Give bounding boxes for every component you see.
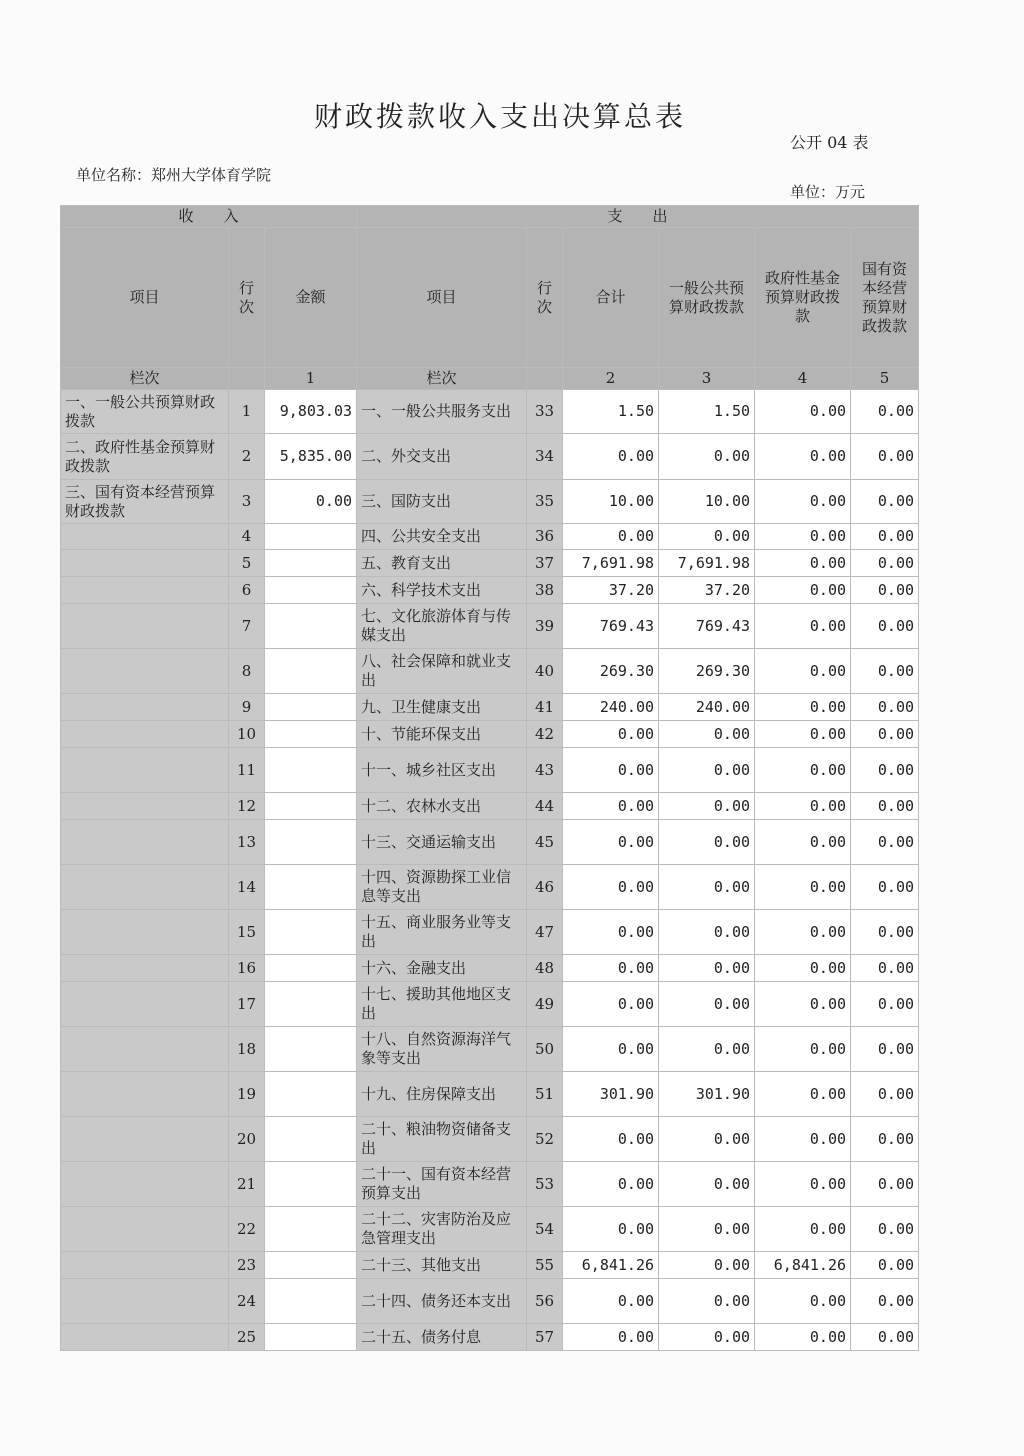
- expense-row-number: 46: [527, 865, 563, 910]
- expense-item: 十九、住房保障支出: [357, 1072, 527, 1117]
- income-item: [61, 721, 229, 748]
- amount-header: 金额: [265, 228, 357, 368]
- expense-item: 二十一、国有资本经营预算支出: [357, 1162, 527, 1207]
- income-amount: [265, 748, 357, 793]
- total-amount: 37.20: [563, 577, 659, 604]
- state-capital-amount: 0.00: [851, 550, 919, 577]
- col-number: 4: [755, 368, 851, 390]
- state-capital-amount: 0.00: [851, 1027, 919, 1072]
- income-header: 收 入: [61, 206, 357, 228]
- income-amount: 9,803.03: [265, 390, 357, 434]
- income-amount: [265, 550, 357, 577]
- income-item: [61, 1324, 229, 1351]
- expense-row-number: 54: [527, 1207, 563, 1252]
- expense-item: 二、外交支出: [357, 434, 527, 480]
- general-budget-amount: 0.00: [659, 1324, 755, 1351]
- general-budget-amount: 0.00: [659, 1027, 755, 1072]
- general-budget-amount: 769.43: [659, 604, 755, 649]
- state-capital-header: 国有资本经营预算财政拨款: [851, 228, 919, 368]
- income-item: [61, 1072, 229, 1117]
- income-amount: [265, 1162, 357, 1207]
- general-budget-amount: 0.00: [659, 793, 755, 820]
- table-row: [61, 1162, 919, 1207]
- total-amount: 0.00: [563, 910, 659, 955]
- income-item-header: 项目: [61, 228, 229, 368]
- gov-fund-amount: 0.00: [755, 1279, 851, 1324]
- income-amount: [265, 1279, 357, 1324]
- expense-item: 二十五、债务付息: [357, 1324, 527, 1351]
- income-item: [61, 793, 229, 820]
- income-item: [61, 1117, 229, 1162]
- col-number: 2: [563, 368, 659, 390]
- income-row-number: 1: [229, 390, 265, 434]
- expense-item: 十三、交通运输支出: [357, 820, 527, 865]
- income-amount: [265, 694, 357, 721]
- table-row: [61, 793, 919, 820]
- expense-row-number: 44: [527, 793, 563, 820]
- expense-row-number: 53: [527, 1162, 563, 1207]
- income-amount: [265, 577, 357, 604]
- state-capital-amount: 0.00: [851, 1117, 919, 1162]
- gov-fund-amount: 0.00: [755, 1324, 851, 1351]
- expense-item: 一、一般公共服务支出: [357, 390, 527, 434]
- table-row: [61, 1252, 919, 1279]
- gov-fund-amount: 0.00: [755, 434, 851, 480]
- income-row-number: 10: [229, 721, 265, 748]
- total-amount: 240.00: [563, 694, 659, 721]
- income-amount: [265, 955, 357, 982]
- state-capital-amount: 0.00: [851, 748, 919, 793]
- state-capital-amount: 0.00: [851, 1324, 919, 1351]
- income-amount: [265, 604, 357, 649]
- income-row-number: 2: [229, 434, 265, 480]
- state-capital-amount: 0.00: [851, 1162, 919, 1207]
- income-row-number: 22: [229, 1207, 265, 1252]
- general-budget-header: 一般公共预算财政拨款: [659, 228, 755, 368]
- income-item: [61, 1027, 229, 1072]
- col-label: 栏次: [61, 368, 229, 390]
- state-capital-amount: 0.00: [851, 1252, 919, 1279]
- expense-item: 十五、商业服务业等支出: [357, 910, 527, 955]
- expense-item: 十、节能环保支出: [357, 721, 527, 748]
- income-amount: [265, 1027, 357, 1072]
- expense-row-number: 34: [527, 434, 563, 480]
- income-amount: [265, 649, 357, 694]
- total-amount: 0.00: [563, 1162, 659, 1207]
- gov-fund-amount: 0.00: [755, 1117, 851, 1162]
- state-capital-amount: 0.00: [851, 1279, 919, 1324]
- state-capital-amount: 0.00: [851, 793, 919, 820]
- state-capital-amount: 0.00: [851, 480, 919, 524]
- state-capital-amount: 0.00: [851, 694, 919, 721]
- general-budget-amount: 0.00: [659, 1252, 755, 1279]
- general-budget-amount: 0.00: [659, 721, 755, 748]
- general-budget-amount: 1.50: [659, 390, 755, 434]
- income-row-number: 4: [229, 524, 265, 550]
- state-capital-amount: 0.00: [851, 982, 919, 1027]
- total-amount: 0.00: [563, 1027, 659, 1072]
- income-amount: [265, 865, 357, 910]
- table-row: [61, 390, 919, 434]
- table-row: [61, 1207, 919, 1252]
- total-amount: 10.00: [563, 480, 659, 524]
- unit-name: 单位名称：郑州大学体育学院: [76, 166, 272, 184]
- gov-fund-amount: 0.00: [755, 721, 851, 748]
- income-item: [61, 604, 229, 649]
- total-amount: 769.43: [563, 604, 659, 649]
- expense-item: 七、文化旅游体育与传媒支出: [357, 604, 527, 649]
- state-capital-amount: 0.00: [851, 524, 919, 550]
- income-amount: 5,835.00: [265, 434, 357, 480]
- col-label: 栏次: [357, 368, 527, 390]
- table-row: [61, 820, 919, 865]
- expense-item: 二十、粮油物资储备支出: [357, 1117, 527, 1162]
- income-row-number: 21: [229, 1162, 265, 1207]
- income-item: [61, 865, 229, 910]
- general-budget-amount: 0.00: [659, 910, 755, 955]
- general-budget-amount: 7,691.98: [659, 550, 755, 577]
- gov-fund-amount: 0.00: [755, 1027, 851, 1072]
- expense-row-number: 51: [527, 1072, 563, 1117]
- total-amount: 0.00: [563, 434, 659, 480]
- income-row-number: 15: [229, 910, 265, 955]
- table-row: [61, 434, 919, 480]
- unit-label: 单位：万元: [790, 183, 866, 201]
- table-row: [61, 480, 919, 524]
- expense-row-number: 33: [527, 390, 563, 434]
- income-item: [61, 910, 229, 955]
- total-header: 合计: [563, 228, 659, 368]
- income-item: [61, 1252, 229, 1279]
- income-row-number: 6: [229, 577, 265, 604]
- general-budget-amount: 0.00: [659, 982, 755, 1027]
- income-row-number: 3: [229, 480, 265, 524]
- expense-item: 二十三、其他支出: [357, 1252, 527, 1279]
- total-amount: 269.30: [563, 649, 659, 694]
- income-item: 二、政府性基金预算财政拨款: [61, 434, 229, 480]
- general-budget-amount: 0.00: [659, 1207, 755, 1252]
- gov-fund-amount: 0.00: [755, 524, 851, 550]
- income-row-number: 5: [229, 550, 265, 577]
- total-amount: 0.00: [563, 1279, 659, 1324]
- table-row: [61, 604, 919, 649]
- general-budget-amount: 269.30: [659, 649, 755, 694]
- general-budget-amount: 0.00: [659, 1117, 755, 1162]
- gov-fund-amount: 0.00: [755, 748, 851, 793]
- general-budget-amount: 0.00: [659, 865, 755, 910]
- income-row-number: 19: [229, 1072, 265, 1117]
- income-row-number: 25: [229, 1324, 265, 1351]
- expense-row-number: 36: [527, 524, 563, 550]
- income-amount: [265, 1324, 357, 1351]
- expense-item: 二十二、灾害防治及应急管理支出: [357, 1207, 527, 1252]
- expense-row-number: 43: [527, 748, 563, 793]
- gov-fund-amount: 0.00: [755, 910, 851, 955]
- expense-item: 五、教育支出: [357, 550, 527, 577]
- table-row: [61, 865, 919, 910]
- gov-fund-amount: 0.00: [755, 793, 851, 820]
- income-row-number: 16: [229, 955, 265, 982]
- total-amount: 301.90: [563, 1072, 659, 1117]
- expense-item: 二十四、债务还本支出: [357, 1279, 527, 1324]
- expense-row-number: 35: [527, 480, 563, 524]
- expense-row-number: 45: [527, 820, 563, 865]
- table-row: [61, 524, 919, 550]
- expense-item: 四、公共安全支出: [357, 524, 527, 550]
- state-capital-amount: 0.00: [851, 910, 919, 955]
- expense-row-number: 57: [527, 1324, 563, 1351]
- general-budget-amount: 0.00: [659, 524, 755, 550]
- expense-row-number: 39: [527, 604, 563, 649]
- income-item: [61, 649, 229, 694]
- gov-fund-amount: 6,841.26: [755, 1252, 851, 1279]
- income-amount: [265, 721, 357, 748]
- total-amount: 0.00: [563, 748, 659, 793]
- expense-row-number: 50: [527, 1027, 563, 1072]
- table-row: [61, 649, 919, 694]
- income-amount: [265, 910, 357, 955]
- table-row: [61, 694, 919, 721]
- income-item: [61, 550, 229, 577]
- gov-fund-header: 政府性基金预算财政拨款: [755, 228, 851, 368]
- col-number: 3: [659, 368, 755, 390]
- income-row-number: 18: [229, 1027, 265, 1072]
- state-capital-amount: 0.00: [851, 577, 919, 604]
- state-capital-amount: 0.00: [851, 649, 919, 694]
- income-row-number: 8: [229, 649, 265, 694]
- expense-item: 十二、农林水支出: [357, 793, 527, 820]
- table-row: [61, 748, 919, 793]
- expense-item: 十一、城乡社区支出: [357, 748, 527, 793]
- income-row-number: 12: [229, 793, 265, 820]
- income-rowno-header: 行次: [229, 228, 265, 368]
- general-budget-amount: 240.00: [659, 694, 755, 721]
- income-amount: [265, 1072, 357, 1117]
- table-row: [61, 550, 919, 577]
- income-item: [61, 524, 229, 550]
- income-amount: [265, 1207, 357, 1252]
- income-item: [61, 577, 229, 604]
- gov-fund-amount: 0.00: [755, 604, 851, 649]
- income-row-number: 23: [229, 1252, 265, 1279]
- table-row: [61, 1279, 919, 1324]
- general-budget-amount: 10.00: [659, 480, 755, 524]
- expense-item: 十六、金融支出: [357, 955, 527, 982]
- income-item: [61, 982, 229, 1027]
- general-budget-amount: 301.90: [659, 1072, 755, 1117]
- total-amount: 1.50: [563, 390, 659, 434]
- income-amount: [265, 793, 357, 820]
- income-item: [61, 1207, 229, 1252]
- table-row: [61, 1027, 919, 1072]
- income-row-number: 13: [229, 820, 265, 865]
- total-amount: 0.00: [563, 793, 659, 820]
- expense-row-number: 48: [527, 955, 563, 982]
- income-row-number: 20: [229, 1117, 265, 1162]
- state-capital-amount: 0.00: [851, 1072, 919, 1117]
- gov-fund-amount: 0.00: [755, 550, 851, 577]
- expense-item-header: 项目: [357, 228, 527, 368]
- gov-fund-amount: 0.00: [755, 820, 851, 865]
- total-amount: 0.00: [563, 1207, 659, 1252]
- expense-item: 六、科学技术支出: [357, 577, 527, 604]
- gov-fund-amount: 0.00: [755, 649, 851, 694]
- form-code: 公开 04 表: [790, 133, 869, 152]
- income-item: [61, 694, 229, 721]
- gov-fund-amount: 0.00: [755, 982, 851, 1027]
- state-capital-amount: 0.00: [851, 820, 919, 865]
- general-budget-amount: 0.00: [659, 1162, 755, 1207]
- expense-header: 支 出: [357, 206, 919, 228]
- general-budget-amount: 0.00: [659, 1279, 755, 1324]
- page-title: 财政拨款收入支出决算总表: [313, 100, 686, 133]
- total-amount: 0.00: [563, 721, 659, 748]
- expense-row-number: 37: [527, 550, 563, 577]
- income-item: [61, 1279, 229, 1324]
- income-row-number: 17: [229, 982, 265, 1027]
- expense-row-number: 55: [527, 1252, 563, 1279]
- expense-row-number: 38: [527, 577, 563, 604]
- state-capital-amount: 0.00: [851, 721, 919, 748]
- col-number: 1: [265, 368, 357, 390]
- expense-row-number: 47: [527, 910, 563, 955]
- total-amount: 0.00: [563, 524, 659, 550]
- gov-fund-amount: 0.00: [755, 694, 851, 721]
- income-amount: [265, 1252, 357, 1279]
- state-capital-amount: 0.00: [851, 865, 919, 910]
- gov-fund-amount: 0.00: [755, 577, 851, 604]
- gov-fund-amount: 0.00: [755, 865, 851, 910]
- gov-fund-amount: 0.00: [755, 955, 851, 982]
- state-capital-amount: 0.00: [851, 604, 919, 649]
- general-budget-amount: 37.20: [659, 577, 755, 604]
- income-amount: [265, 524, 357, 550]
- income-item: [61, 955, 229, 982]
- table-row: [61, 1324, 919, 1351]
- expense-row-number: 56: [527, 1279, 563, 1324]
- expense-item: 八、社会保障和就业支出: [357, 649, 527, 694]
- general-budget-amount: 0.00: [659, 820, 755, 865]
- table-row: [61, 577, 919, 604]
- income-row-number: 7: [229, 604, 265, 649]
- total-amount: 0.00: [563, 1117, 659, 1162]
- gov-fund-amount: 0.00: [755, 390, 851, 434]
- expense-row-number: 49: [527, 982, 563, 1027]
- expense-row-number: 42: [527, 721, 563, 748]
- state-capital-amount: 0.00: [851, 1207, 919, 1252]
- budget-table: [60, 205, 919, 1351]
- state-capital-amount: 0.00: [851, 955, 919, 982]
- income-amount: 0.00: [265, 480, 357, 524]
- gov-fund-amount: 0.00: [755, 1072, 851, 1117]
- expense-item: 三、国防支出: [357, 480, 527, 524]
- general-budget-amount: 0.00: [659, 748, 755, 793]
- table-row: [61, 1117, 919, 1162]
- expense-item: 十七、援助其他地区支出: [357, 982, 527, 1027]
- total-amount: 0.00: [563, 982, 659, 1027]
- total-amount: 6,841.26: [563, 1252, 659, 1279]
- table-row: [61, 1072, 919, 1117]
- total-amount: 0.00: [563, 955, 659, 982]
- income-row-number: 11: [229, 748, 265, 793]
- table-row: [61, 955, 919, 982]
- gov-fund-amount: 0.00: [755, 1207, 851, 1252]
- table-row: [61, 910, 919, 955]
- total-amount: 7,691.98: [563, 550, 659, 577]
- gov-fund-amount: 0.00: [755, 480, 851, 524]
- expense-item: 十八、自然资源海洋气象等支出: [357, 1027, 527, 1072]
- income-row-number: 24: [229, 1279, 265, 1324]
- income-amount: [265, 820, 357, 865]
- expense-row-number: 40: [527, 649, 563, 694]
- income-item: [61, 748, 229, 793]
- total-amount: 0.00: [563, 865, 659, 910]
- gov-fund-amount: 0.00: [755, 1162, 851, 1207]
- income-item: 一、一般公共预算财政拨款: [61, 390, 229, 434]
- general-budget-amount: 0.00: [659, 434, 755, 480]
- income-item: 三、国有资本经营预算财政拨款: [61, 480, 229, 524]
- expense-item: 九、卫生健康支出: [357, 694, 527, 721]
- total-amount: 0.00: [563, 1324, 659, 1351]
- income-amount: [265, 1117, 357, 1162]
- expense-rowno-header: 行次: [527, 228, 563, 368]
- income-amount: [265, 982, 357, 1027]
- income-item: [61, 820, 229, 865]
- expense-row-number: 41: [527, 694, 563, 721]
- table-row: [61, 721, 919, 748]
- total-amount: 0.00: [563, 820, 659, 865]
- general-budget-amount: 0.00: [659, 955, 755, 982]
- expense-row-number: 52: [527, 1117, 563, 1162]
- state-capital-amount: 0.00: [851, 434, 919, 480]
- income-row-number: 14: [229, 865, 265, 910]
- income-item: [61, 1162, 229, 1207]
- expense-item: 十四、资源勘探工业信息等支出: [357, 865, 527, 910]
- income-row-number: 9: [229, 694, 265, 721]
- col-number: 5: [851, 368, 919, 390]
- state-capital-amount: 0.00: [851, 390, 919, 434]
- table-row: [61, 982, 919, 1027]
